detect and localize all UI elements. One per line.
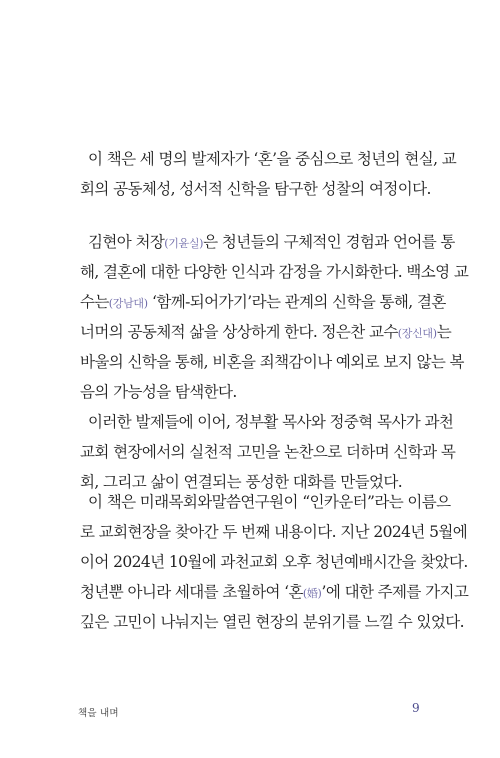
text-run: 교회 현장에서의 실천적 고민을 논찬으로 더하며 신학과 목 <box>80 443 456 461</box>
text-line <box>80 287 446 317</box>
text-run: 은 청년들의 구체적인 경험과 언어를 통 <box>203 233 455 251</box>
text-run: 수는 <box>80 293 109 311</box>
text-run: 이어 2024년 10월에 과천교회 오후 청년예배시간을 찾았다. <box>80 553 468 571</box>
text-line <box>80 144 457 174</box>
text-line <box>80 317 452 347</box>
text-run <box>80 577 468 607</box>
text-line <box>80 407 454 437</box>
text-line <box>80 377 425 407</box>
paragraph-2 <box>80 227 469 497</box>
text-run: 로 교회현장을 찾아간 두 번째 내용이다. 지난 2024년 5월에 <box>80 523 468 541</box>
text-run: 음의 가능성을 탐색한다. <box>80 383 237 401</box>
text-run: 해, 결혼에 대한 다양한 인식과 감정을 가시화한다. 백소영 교 <box>80 263 469 281</box>
text-line <box>80 437 456 467</box>
text-run: 깊은 고민이 나눠지는 열린 현장의 분위기를 느낄 수 있었다. <box>80 613 464 631</box>
gloss-affiliation: (기윤실) <box>164 237 204 250</box>
text-run: 너머의 공동체적 삶을 상상하게 한다. 정은찬 교수 <box>80 323 398 341</box>
text-run: 김현아 처장 <box>88 233 165 251</box>
text-run: 이 책은 미래목회와말씀연구원이 “인카운터”라는 이름으 <box>88 493 451 511</box>
running-footer-title: 책을 내며 <box>78 708 119 719</box>
text-line <box>80 607 464 637</box>
text-line <box>80 577 469 607</box>
text-line <box>80 257 469 287</box>
text-line <box>80 227 455 257</box>
text-run: 이 책은 세 명의 발제자가 ‘혼’을 중심으로 청년의 현실, 교 <box>88 150 457 168</box>
text-run: 회의 공동체성, 성서적 신학을 탐구한 성찰의 여정이다. <box>80 180 431 198</box>
text-run <box>80 317 451 347</box>
text-line <box>80 547 468 577</box>
gloss-hanja: (婚) <box>302 587 322 600</box>
text-run: 청년뿐 아니라 세대를 초월하여 ‘혼 <box>80 583 303 601</box>
text-run: 바울의 신학을 통해, 비혼을 죄책감이나 예외로 보지 않는 복 <box>80 353 464 371</box>
gloss-affiliation: (강남대) <box>108 297 148 310</box>
text-line <box>80 487 451 517</box>
text-run <box>88 227 455 257</box>
text-run: 회, 그리고 삶이 연결되는 풍성한 대화를 만들었다. <box>80 473 403 491</box>
paragraph-1 <box>80 144 457 204</box>
text-run: 이러한 발제들에 이어, 정부활 목사와 정중혁 목사가 과천 <box>88 413 454 431</box>
text-run <box>80 287 446 317</box>
page-number: 9 <box>412 701 420 715</box>
text-line <box>80 517 468 547</box>
text-run: ‘함께-되어가기’라는 관계의 신학을 통해, 결혼 <box>147 293 446 311</box>
text-run: 는 <box>436 323 452 341</box>
text-line <box>80 174 431 204</box>
gloss-affiliation: (장신대) <box>397 327 437 340</box>
text-line <box>80 347 464 377</box>
paragraph-3 <box>80 487 469 637</box>
text-run: ’에 대한 주제를 가지고 <box>321 583 469 601</box>
